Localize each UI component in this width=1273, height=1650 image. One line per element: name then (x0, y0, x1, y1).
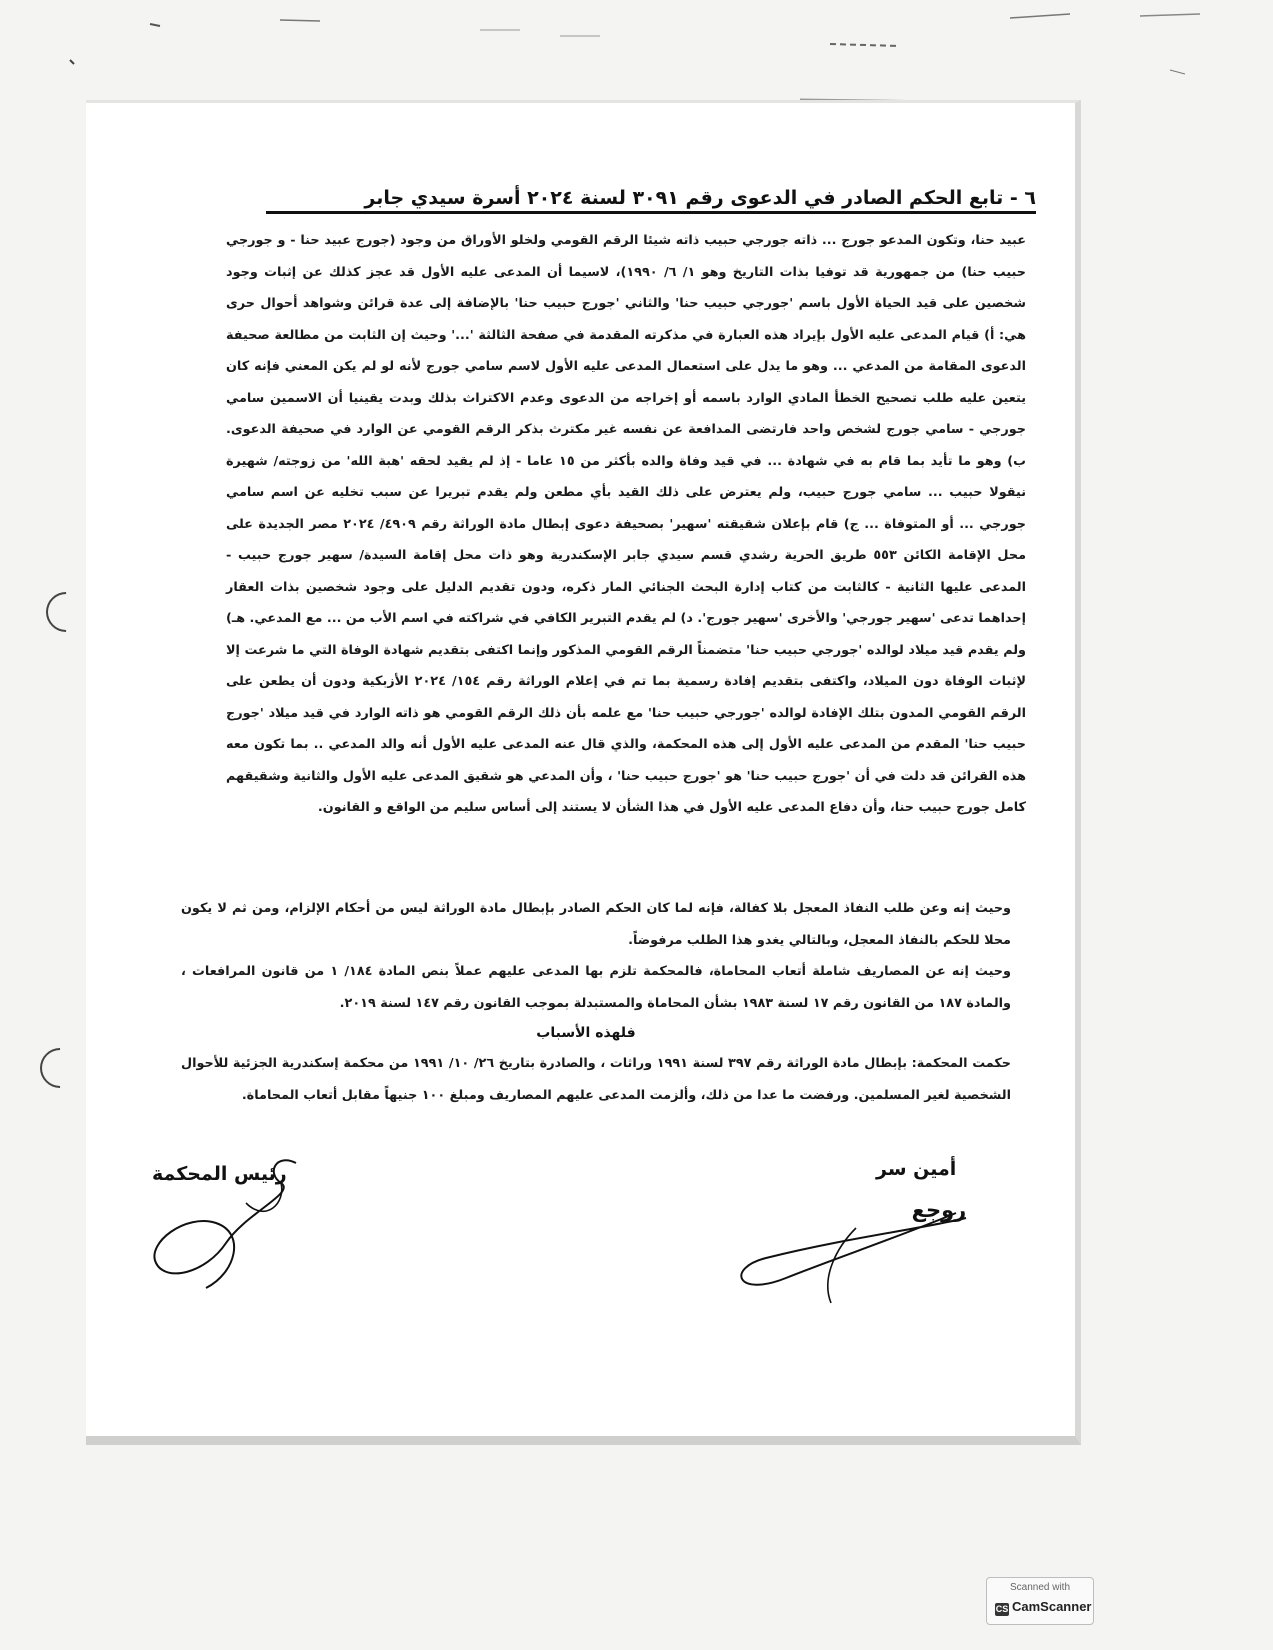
secretary-signature (726, 1198, 986, 1308)
document-page (86, 100, 1081, 1445)
camscanner-logo-icon: CS (995, 1604, 1009, 1614)
body-paragraph: عبيد حنا، وتكون المدعو جورج ... ذاته جورجي حبيب ذاته شيئا الرقم القومي ولخلو الأوراق من وجود (جورج عبيد حنا - و جورجي حبيب حنا) من جمهورية قد توفيا بذات التاريخ وهو ١/ ٦/ ١٩٩٠)، لاسيما أن المدعى عليه الأول قد عجز كذلك عن إثبات وجود شخصين على قيد الحياة الأول باسم 'جورجي حبيب حنا' والثاني 'جورج حبيب حنا' بالإضافة إلى عدة قرائن وشواهد أحوال حرى هي: أ) قيام المدعى عليه الأول بإيراد هذه العبارة في مذكرته المقدمة في صفحة الثالثة '...' وحيث إن الثابت من مطالعة صحيفة الدعوى المقامة من المدعي ... وهو ما يدل على استعمال المدعى عليه الأول لاسم سامي جورج لأنه لو لم يكن المعني فإنه كان يتعين عليه طلب تصحيح الخطأ المادي الوارد باسمه أو إخراجه من الدعوى وعدم الاكتراث بذلك وبدت يقينيا أن الاسمين سامي جورجي - سامي جورج لشخص واحد فارتضى المدافعة عن نفسه غير مكترث بذكر الرقم القومي عن الوارد في صحيفة الدعوى. ب) وهو ما تأيد بما قام به في شهادة ... في قيد وفاة والده بأكثر من ١٥ عاما - إذ لم يقيد لحقه 'هبة الله' من زوجته/ شهيرة نيقولا حبيب ... سامي جورج حبيب، ولم يعترض على ذلك القيد بأي مطعن ولم يقدم تبريرا عن سبب تخليه عن اسم سامي جورجي ... أو المتوفاة ... ج) قام بإعلان شقيقته 'سهير' بصحيفة دعوى إبطال مادة الوراثة رقم ٤٩٠٩/ ٢٠٢٤ مصر الجديدة على محل الإقامة الكائن ٥٥٣ طريق الحرية رشدي قسم سيدي جابر الإسكندرية وهو ذات محل إقامة السيدة/ سهير جورج حبيب - المدعى عليها الثانية - كالثابت من كتاب إدارة البحث الجنائي المار ذكره، ودون تقديم الدليل على وجود شخصين بذات العقار إحداهما تدعى 'سهير جورجي' والأخرى 'سهير جورج'. د) لم يقدم التبرير الكافي في شراكته في اسم الأب من ... مع المدعي. هـ) ولم يقدم قيد ميلاد لوالده 'جورجي حبيب حنا' متضمناً الرقم القومي المذكور وإنما اكتفى بتقديم شهادة الوفاة التي ما شرعت إلا لإثبات الوفاة دون الميلاد، واكتفى بتقديم إفادة رسمية بما تم في إعلام الوراثة رقم ١٥٤/ ٢٠٢٤ الأزبكية ودون أن يطعن على الرقم القومي المدون بتلك الإفادة لوالده 'جورجي حبيب حنا' مع علمه بأن ذلك الرقم القومي هو ذاته الوارد في قيد ميلاد 'جورج حبيب حنا' المقدم من المدعى عليه الأول إلى هذه المحكمة، والذي قال عنه المدعى عليه الأول أنه والد المدعي .. بما تكون معه هذه القرائن قد دلت في أن 'جورج حبيب حنا' هو 'جورج حبيب حنا' ، وأن المدعي هو شقيق المدعى عليه الأول والثانية وشقيقهم كامل جورج حبيب حنا، وأن دفاع المدعى عليه الأول في هذا الشأن لا يستند إلى أساس سليم من الواقع و القانون. (226, 233, 1026, 815)
court-secretary-label: أمين سر (876, 1158, 957, 1180)
conclusion-paragraph-1: وحيث إنه وعن طلب النفاذ المعجل بلا كفالة، فإنه لما كان الحكم الصادر بإبطال مادة الوراثة ليس من أحكام الإلزام، ومن ثم لا يكون محلا للحكم بالنفاذ المعجل، وبالتالي يغدو هذا الطلب مرفوضاً. (181, 901, 1011, 948)
camscanner-watermark (986, 1577, 1094, 1625)
verdict-text (181, 1048, 1011, 1111)
watermark-line1: Scanned with (1009, 1582, 1071, 1593)
watermark-line2: CamScanner (1012, 1599, 1092, 1614)
page-heading: ٦ - تابع الحكم الصادر في الدعوى رقم ٣٠٩١ لسنة ٢٠٢٤ أسرة سيدي جابر (266, 187, 1036, 214)
conclusion-text (181, 893, 1011, 1019)
conclusion-paragraph-2: وحيث إنه عن المصاريف شاملة أتعاب المحاماة، فالمحكمة تلزم بها المدعى عليهم عملاً بنص المادة ١٨٤/ ١ من قانون المرافعات ، والمادة ١٨٧ من القانون رقم ١٧ لسنة ١٩٨٣ بشأن المحاماة والمستبدلة بموجب القانون رقم ١٤٧ لسنة ٢٠١٩. (181, 964, 1011, 1011)
reviewed-label: روجع (911, 1198, 967, 1222)
court-president-label: رئيس المحكمة (152, 1163, 287, 1185)
body-text (226, 225, 1026, 824)
watermark-line2-wrap (995, 1599, 1091, 1616)
reasons-title: فلهذه الأسباب (536, 1025, 636, 1041)
president-signature (146, 1143, 346, 1293)
verdict-paragraph: حكمت المحكمة: بإبطال مادة الوراثة رقم ٣٩٧ لسنة ١٩٩١ وراثات ، والصادرة بتاريخ ٢٦/ ١٠/ ١٩٩١ من محكمة إسكندرية الجزئية للأحوال الشخصية لغير المسلمين. ورفضت ما عدا من ذلك، وألزمت المدعى عليهم المصاريف ومبلغ ١٠٠ جنيهاً مقابل أتعاب المحاماة. (181, 1056, 1011, 1103)
